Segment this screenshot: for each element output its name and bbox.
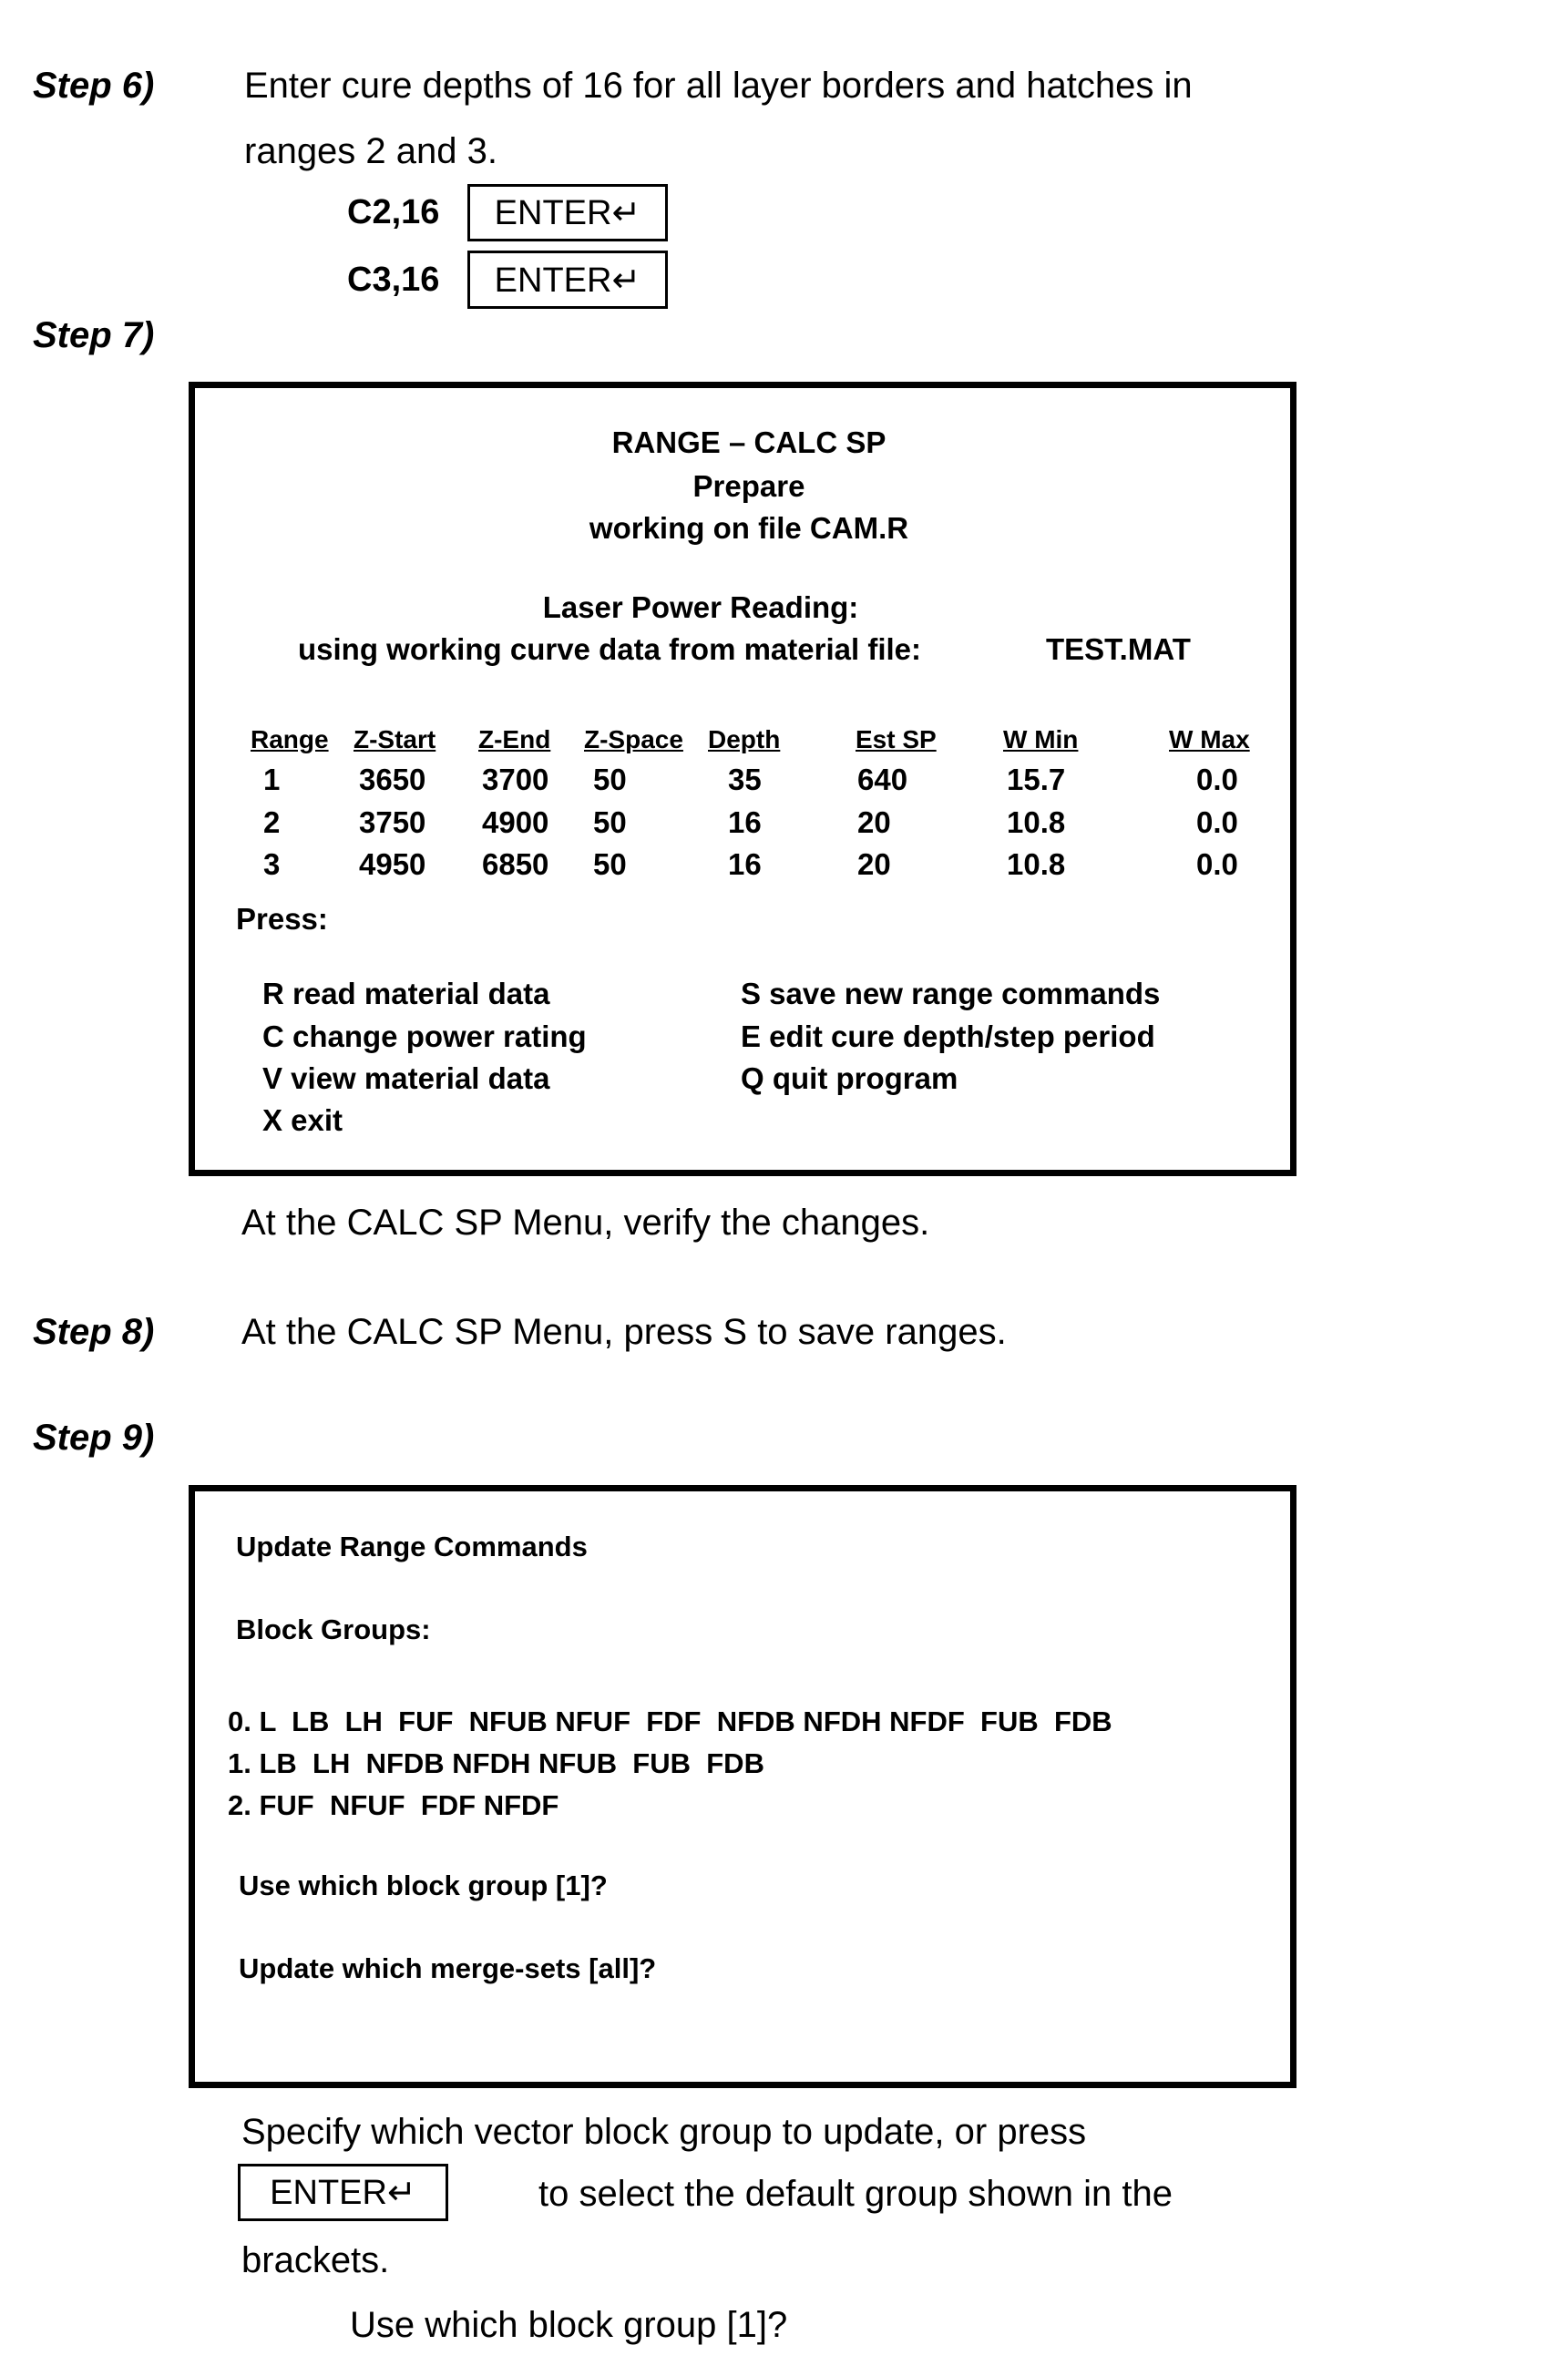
step-6-text-line1: Enter cure depths of 16 for all layer borders and hatches in [244, 67, 1193, 104]
table-cell: 640 [857, 764, 907, 794]
step-6-label: Step 6) [33, 67, 154, 104]
table-cell: 15.7 [1007, 764, 1065, 794]
option-edit: E edit cure depth/step period [741, 1021, 1155, 1051]
table-cell: 4900 [482, 807, 548, 837]
option-save: S save new range commands [741, 978, 1160, 1009]
screen2-title: Update Range Commands [236, 1532, 588, 1561]
calc-sp-screen [189, 382, 1296, 1176]
option-view: V view material data [262, 1063, 549, 1093]
table-header: W Min [1003, 727, 1078, 753]
option-quit: Q quit program [741, 1063, 958, 1093]
table-header: Z-Start [354, 727, 436, 753]
table-cell: 20 [857, 849, 891, 879]
table-cell: 50 [593, 807, 627, 837]
table-cell: 3750 [359, 807, 425, 837]
laser-power-line: Laser Power Reading: [543, 592, 859, 622]
table-cell: 0.0 [1196, 807, 1238, 837]
step-8-label: Step 8) [33, 1314, 154, 1350]
table-cell: 16 [728, 849, 762, 879]
table-cell: 4950 [359, 849, 425, 879]
table-header: W Max [1169, 727, 1250, 753]
step-9-instruction-line3: brackets. [241, 2242, 389, 2279]
table-cell: 50 [593, 849, 627, 879]
option-read: R read material data [262, 978, 549, 1009]
material-file: TEST.MAT [1046, 634, 1191, 664]
table-header: Est SP [856, 727, 937, 753]
block-group-1: 1. LB LH NFDB NFDH NFUB FUB FDB [228, 1749, 764, 1777]
table-cell: 10.8 [1007, 849, 1065, 879]
table-cell: 10.8 [1007, 807, 1065, 837]
option-change-power: C change power rating [262, 1021, 587, 1051]
table-cell: 3 [263, 849, 280, 879]
step-6-text-line2: ranges 2 and 3. [244, 133, 497, 169]
block-group-0: 0. L LB LH FUF NFUB NFUF FDF NFDB NFDH NFDF FUB FDB [228, 1707, 1112, 1736]
step-9-example: Use which block group [1]? [350, 2307, 787, 2343]
table-header: Depth [708, 727, 780, 753]
table-header: Range [251, 727, 329, 753]
step-9-instruction-line1: Specify which vector block group to update, or press [241, 2114, 1086, 2150]
table-cell: 35 [728, 764, 762, 794]
enter-key-3: ENTER↵ [238, 2164, 448, 2221]
screen-file-line: working on file CAM.R [589, 513, 908, 543]
prompt-block-group: Use which block group [1]? [239, 1871, 608, 1900]
command-c2: C2,16 [347, 195, 439, 230]
enter-key-2: ENTER↵ [467, 251, 668, 309]
table-cell: 16 [728, 807, 762, 837]
table-cell: 6850 [482, 849, 548, 879]
command-c3: C3,16 [347, 262, 439, 297]
step-7-caption: At the CALC SP Menu, verify the changes. [241, 1204, 929, 1241]
screen-title: RANGE – CALC SP [612, 427, 886, 457]
prompt-merge-sets: Update which merge-sets [all]? [239, 1954, 656, 1982]
step-9-instruction-line2: to select the default group shown in the [538, 2176, 1173, 2212]
table-cell: 2 [263, 807, 280, 837]
press-label: Press: [236, 904, 328, 934]
option-exit: X exit [262, 1105, 343, 1135]
table-cell: 3700 [482, 764, 548, 794]
table-header: Z-End [478, 727, 550, 753]
table-cell: 1 [263, 764, 280, 794]
table-cell: 20 [857, 807, 891, 837]
step-7-label: Step 7) [33, 317, 154, 353]
table-cell: 0.0 [1196, 764, 1238, 794]
update-range-screen [189, 1485, 1296, 2088]
material-line: using working curve data from material file: [298, 634, 921, 664]
table-cell: 0.0 [1196, 849, 1238, 879]
table-cell: 50 [593, 764, 627, 794]
screen-subtitle: Prepare [693, 471, 805, 501]
block-group-2: 2. FUF NFUF FDF NFDF [228, 1791, 559, 1819]
step-8-text: At the CALC SP Menu, press S to save ranges. [241, 1314, 1007, 1350]
table-header: Z-Space [584, 727, 683, 753]
table-cell: 3650 [359, 764, 425, 794]
enter-key-1: ENTER↵ [467, 184, 668, 241]
step-9-label: Step 9) [33, 1419, 154, 1456]
block-groups-label: Block Groups: [236, 1615, 431, 1644]
